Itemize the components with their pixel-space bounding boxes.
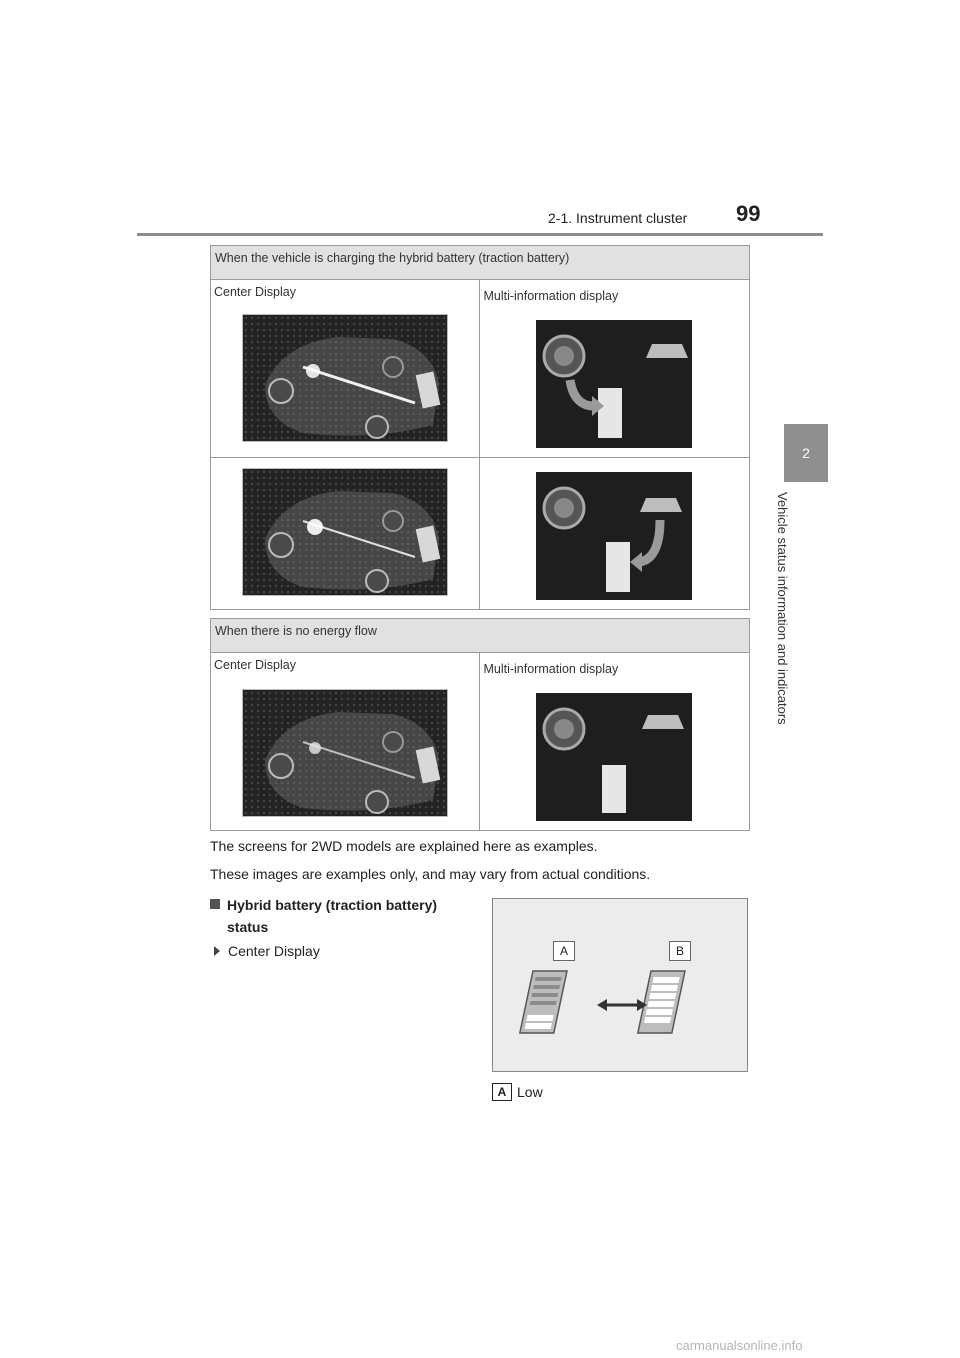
energy-flow-graphic xyxy=(536,693,692,821)
paragraph-2wd-note: The screens for 2WD models are explained here as examples. xyxy=(210,838,598,854)
table-cell xyxy=(211,458,480,610)
center-display-image xyxy=(242,689,448,817)
column-label-multi: Multi-information display xyxy=(483,662,619,676)
car-illustration xyxy=(243,315,448,442)
watermark: carmanualsonline.info xyxy=(676,1338,803,1353)
column-label-center: Center Display xyxy=(214,285,296,299)
chapter-title-vertical xyxy=(772,492,792,752)
car-illustration xyxy=(243,469,448,596)
section-heading: Hybrid battery (traction battery) status xyxy=(210,894,437,938)
battery-status-figure xyxy=(492,898,748,1072)
figure-label-b: B xyxy=(669,941,691,961)
table-cell xyxy=(211,280,480,458)
multi-display-image xyxy=(536,693,692,821)
paragraph-disclaimer: These images are examples only, and may vary from actual conditions. xyxy=(210,866,651,882)
table-title: When there is no energy flow xyxy=(211,619,750,653)
square-bullet-icon xyxy=(210,899,220,909)
column-label-center: Center Display xyxy=(214,658,296,672)
figure-label-a: A xyxy=(553,941,575,961)
triangle-bullet-icon xyxy=(214,946,220,956)
energy-flow-graphic xyxy=(536,472,692,600)
table-cell xyxy=(480,280,750,458)
subsection-heading: Center Display xyxy=(214,943,320,959)
car-illustration xyxy=(243,690,448,817)
table-cell xyxy=(211,653,480,831)
table-cell xyxy=(480,458,750,610)
battery-comparison-graphic xyxy=(493,899,747,1071)
table-cell xyxy=(480,653,750,831)
no-energy-flow-table xyxy=(210,618,750,831)
energy-flow-graphic xyxy=(536,320,692,448)
figure-legend xyxy=(492,1083,543,1101)
header-divider xyxy=(137,233,823,236)
chapter-tab[interactable]: 2 xyxy=(784,424,828,482)
charging-table xyxy=(210,245,750,610)
table-title: When the vehicle is charging the hybrid battery (traction battery) xyxy=(211,246,750,280)
chapter-title: Vehicle status information and indicators xyxy=(775,492,790,725)
multi-display-image xyxy=(536,320,692,448)
legend-text: Low xyxy=(517,1084,543,1100)
center-display-image xyxy=(242,314,448,442)
legend-key: A xyxy=(492,1083,512,1101)
multi-display-image xyxy=(536,472,692,600)
section-title: 2-1. Instrument cluster xyxy=(548,210,688,226)
center-display-image xyxy=(242,468,448,596)
page-number: 99 xyxy=(736,201,761,226)
column-label-multi: Multi-information display xyxy=(483,289,619,303)
